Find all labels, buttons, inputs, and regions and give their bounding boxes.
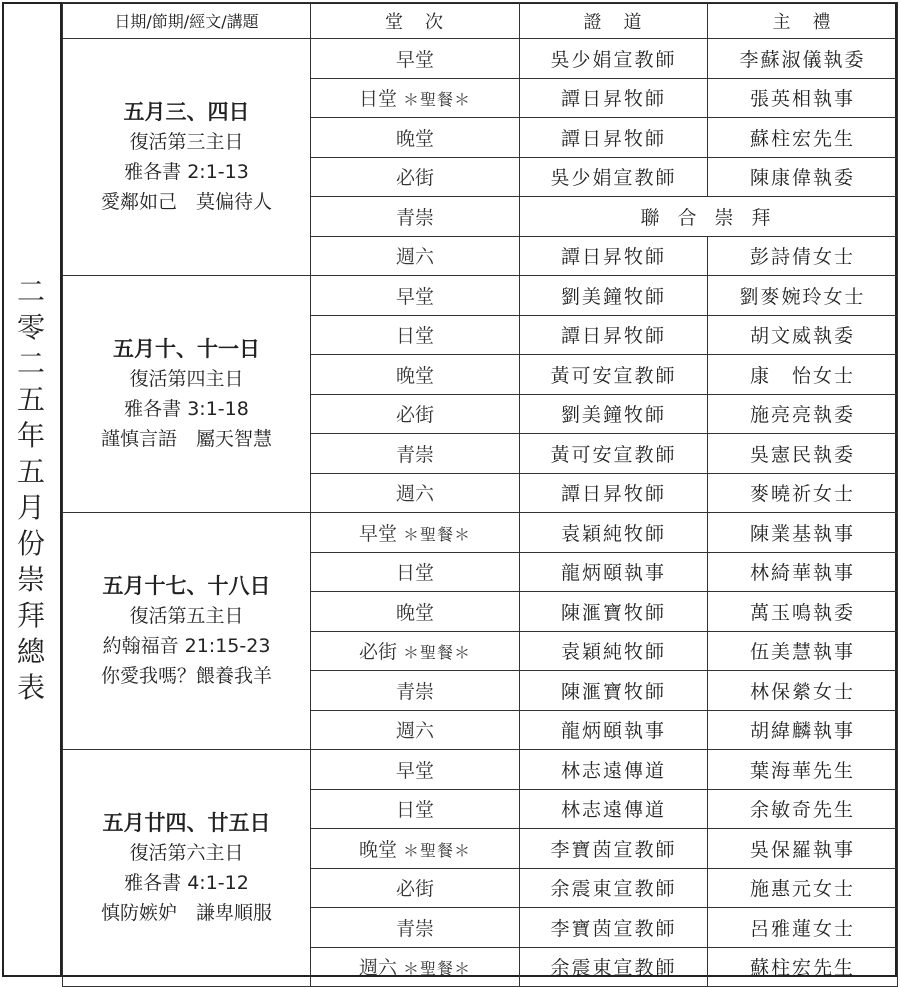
week-info-cell [63, 750, 311, 987]
worship-schedule-table [62, 2, 898, 987]
communion-marker: ＊聖餐＊ [403, 524, 472, 544]
service-label: 週六 [395, 483, 434, 506]
service-cell [311, 789, 520, 829]
week-date: 五月三、四日 [123, 100, 250, 124]
vertical-title [2, 2, 62, 977]
officiant-cell: 余敏奇先生 [708, 789, 898, 829]
title-char: 拜 [16, 598, 45, 632]
week-date: 五月十、十一日 [113, 337, 260, 361]
service-label: 日堂 [358, 88, 397, 111]
officiant-cell: 呂雅蓮女士 [708, 908, 898, 948]
preacher-cell: 黃可安宣教師 [520, 355, 708, 395]
header-service: 堂 次 [311, 3, 520, 39]
officiant-cell: 林保縈女士 [708, 671, 898, 711]
service-label: 早堂 [395, 759, 434, 782]
preacher-cell: 吳少娟宣教師 [520, 157, 708, 197]
officiant-cell: 蘇柱宏先生 [708, 947, 898, 987]
preacher-cell: 譚日昇牧師 [520, 78, 708, 118]
joint-worship-cell: 聯 合 崇 拜 [520, 197, 898, 237]
title-char: 總 [16, 634, 45, 668]
title-char: 崇 [16, 562, 45, 596]
week-scripture: 雅各書 3:1-18 [124, 398, 249, 420]
service-cell [311, 829, 520, 869]
title-char: 年 [16, 418, 45, 452]
officiant-cell: 彭詩倩女士 [708, 236, 898, 276]
service-label: 青崇 [395, 680, 434, 703]
service-label: 週六 [358, 957, 397, 980]
communion-marker: ＊聖餐＊ [403, 90, 472, 110]
service-label: 晚堂 [395, 127, 434, 150]
service-label: 晚堂 [358, 838, 397, 861]
officiant-cell: 葉海華先生 [708, 750, 898, 790]
week-theme: 謹慎言語 屬天智慧 [100, 428, 272, 450]
preacher-cell: 余震東宣教師 [520, 868, 708, 908]
officiant-cell: 陳業基執事 [708, 513, 898, 553]
service-label: 青崇 [395, 206, 434, 229]
service-cell [311, 868, 520, 908]
service-cell [311, 552, 520, 592]
service-cell [311, 78, 520, 118]
schedule-body [63, 39, 898, 987]
communion-marker: ＊聖餐＊ [403, 643, 472, 663]
service-label: 必街 [358, 641, 397, 664]
service-cell [311, 434, 520, 474]
service-cell [311, 276, 520, 316]
preacher-cell: 吳少娟宣教師 [520, 39, 708, 79]
officiant-cell: 胡文威執委 [708, 315, 898, 355]
title-char: 二 [16, 346, 45, 380]
service-label: 早堂 [358, 522, 397, 545]
service-label: 青崇 [395, 917, 434, 940]
preacher-cell: 林志遠傳道 [520, 750, 708, 790]
week-scripture: 雅各書 4:1-12 [124, 872, 249, 894]
officiant-cell: 麥曉祈女士 [708, 473, 898, 513]
service-label: 週六 [395, 246, 434, 269]
officiant-cell: 康 怡女士 [708, 355, 898, 395]
title-char: 表 [16, 670, 45, 704]
officiant-cell: 劉麥婉玲女士 [708, 276, 898, 316]
service-label: 早堂 [395, 48, 434, 71]
week-date: 五月廿四、廿五日 [102, 811, 271, 835]
officiant-cell: 林綺華執事 [708, 552, 898, 592]
week-theme: 你愛我嗎？餵養我羊 [100, 665, 272, 687]
preacher-cell: 譚日昇牧師 [520, 315, 708, 355]
service-cell [311, 908, 520, 948]
table-row [63, 39, 898, 79]
week-info-cell [63, 276, 311, 513]
service-label: 青崇 [395, 443, 434, 466]
service-cell [311, 236, 520, 276]
table-row [63, 276, 898, 316]
officiant-cell: 蘇柱宏先生 [708, 118, 898, 158]
service-label: 日堂 [395, 562, 434, 585]
service-cell [311, 631, 520, 671]
preacher-cell: 李寶茵宣教師 [520, 908, 708, 948]
header-officiant: 主 禮 [708, 3, 898, 39]
officiant-cell: 胡緯麟執事 [708, 710, 898, 750]
week-theme: 愛鄰如己 莫偏待人 [100, 191, 272, 213]
week-date: 五月十七、十八日 [102, 574, 271, 598]
table-row [63, 750, 898, 790]
service-cell [311, 197, 520, 237]
officiant-cell: 萬玉鳴執委 [708, 592, 898, 632]
service-cell [311, 39, 520, 79]
service-label: 晚堂 [395, 364, 434, 387]
week-season: 復活第六主日 [129, 842, 244, 864]
officiant-cell: 張英相執事 [708, 78, 898, 118]
officiant-cell: 陳康偉執委 [708, 157, 898, 197]
title-char: 份 [16, 526, 45, 560]
service-label: 必街 [395, 404, 434, 427]
preacher-cell: 劉美鐘牧師 [520, 276, 708, 316]
communion-marker: ＊聖餐＊ [403, 840, 472, 860]
service-cell [311, 513, 520, 553]
week-season: 復活第五主日 [129, 605, 244, 627]
week-season: 復活第四主日 [129, 368, 244, 390]
header-date: 日期/節期/經文/講題 [63, 3, 311, 39]
service-label: 日堂 [395, 799, 434, 822]
service-cell [311, 315, 520, 355]
week-info-cell [63, 513, 311, 750]
preacher-cell: 譚日昇牧師 [520, 118, 708, 158]
preacher-cell: 李寶茵宣教師 [520, 829, 708, 869]
service-cell [311, 118, 520, 158]
preacher-cell: 譚日昇牧師 [520, 236, 708, 276]
preacher-cell: 龍炳頤執事 [520, 710, 708, 750]
service-label: 日堂 [395, 325, 434, 348]
week-info-cell [63, 39, 311, 276]
header-preacher: 證 道 [520, 3, 708, 39]
preacher-cell: 黃可安宣教師 [520, 434, 708, 474]
title-char: 零 [16, 310, 45, 344]
header-row [63, 3, 898, 39]
service-label: 晚堂 [395, 601, 434, 624]
service-cell [311, 750, 520, 790]
preacher-cell: 袁穎純牧師 [520, 513, 708, 553]
service-label: 必街 [395, 878, 434, 901]
service-cell [311, 473, 520, 513]
week-theme: 慎防嫉妒 謙卑順服 [100, 902, 272, 924]
officiant-cell: 吳保羅執事 [708, 829, 898, 869]
service-cell [311, 592, 520, 632]
service-cell [311, 394, 520, 434]
preacher-cell: 龍炳頤執事 [520, 552, 708, 592]
preacher-cell: 陳滙寶牧師 [520, 592, 708, 632]
preacher-cell: 劉美鐘牧師 [520, 394, 708, 434]
title-char: 五 [16, 382, 45, 416]
week-scripture: 雅各書 2:1-13 [124, 161, 249, 183]
preacher-cell: 袁穎純牧師 [520, 631, 708, 671]
title-char: 二 [16, 274, 45, 308]
table-row [63, 513, 898, 553]
officiant-cell: 施亮亮執委 [708, 394, 898, 434]
communion-marker: ＊聖餐＊ [403, 959, 472, 979]
service-cell [311, 355, 520, 395]
officiant-cell: 施惠元女士 [708, 868, 898, 908]
service-label: 早堂 [395, 285, 434, 308]
preacher-cell: 譚日昇牧師 [520, 473, 708, 513]
officiant-cell: 伍美慧執事 [708, 631, 898, 671]
preacher-cell: 林志遠傳道 [520, 789, 708, 829]
week-season: 復活第三主日 [129, 131, 244, 153]
service-label: 必街 [395, 167, 434, 190]
preacher-cell: 陳滙寶牧師 [520, 671, 708, 711]
service-cell [311, 671, 520, 711]
service-cell [311, 947, 520, 987]
service-cell [311, 710, 520, 750]
service-cell [311, 157, 520, 197]
week-scripture: 約翰福音 21:15-23 [102, 635, 271, 657]
title-char: 五 [16, 454, 45, 488]
title-char: 月 [16, 490, 45, 524]
officiant-cell: 吳憲民執委 [708, 434, 898, 474]
officiant-cell: 李蘇淑儀執委 [708, 39, 898, 79]
preacher-cell: 余震東宣教師 [520, 947, 708, 987]
service-label: 週六 [395, 720, 434, 743]
